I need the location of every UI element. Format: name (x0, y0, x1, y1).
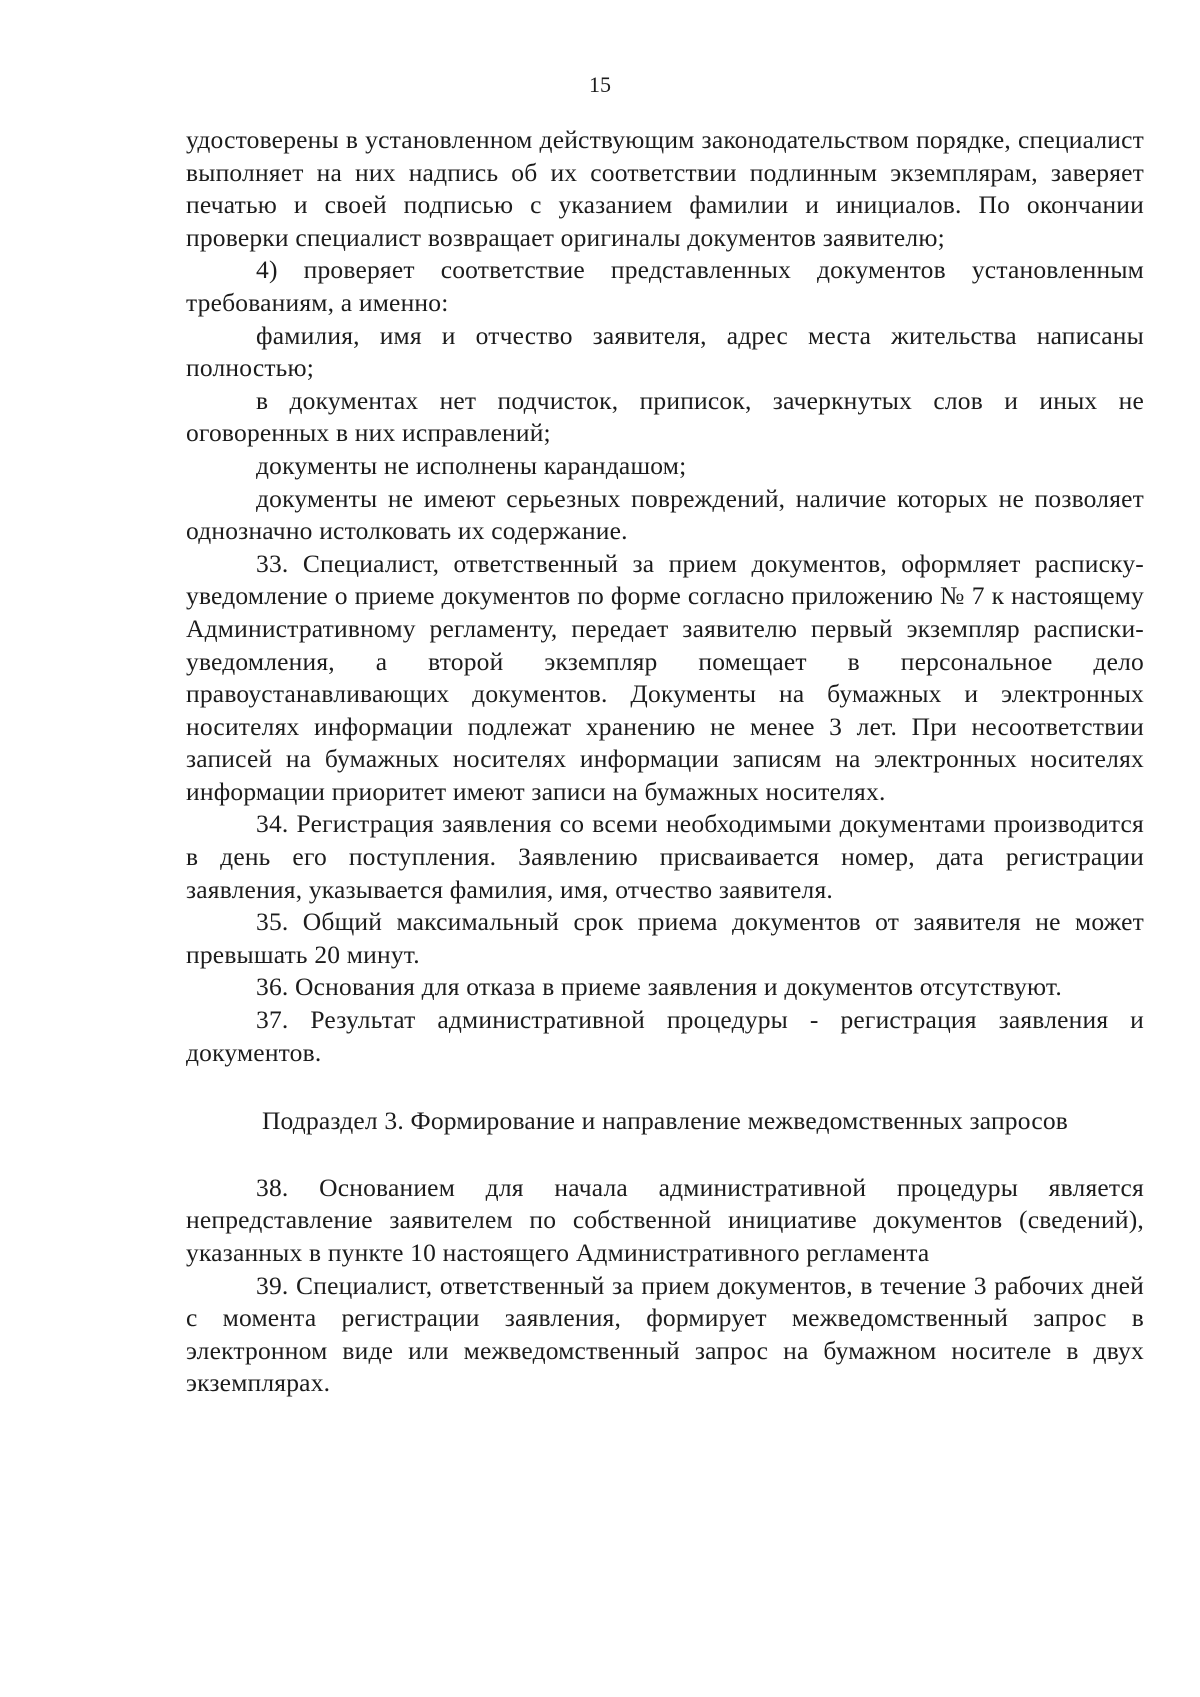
paragraph-requirement-pencil: документы не исполнены карандашом; (256, 450, 687, 480)
paragraph-38: 38. Основанием для начала административной процедуры является непредставление заявителем по собственной инициативе документов (сведений), указанных в пункте 10 настоящего Административного регламента (186, 1172, 1144, 1267)
paragraph-33: 33. Специалист, ответственный за прием документов, оформляет расписку-уведомление о приеме документов по форме согласно приложению № 7 к настоящему Административному регламенту, передает заявителю первый экземпляр расписки-уведомления, а второй экземпляр помещает в персональное дело правоустанавливающих документов. Документы на бумажных и электронных носителях информации подлежат хранению не менее 3 лет. При несоответствии записей на бумажных носителях информации записям на электронных носителях информации приоритет имеют записи на бумажных носителях. (186, 548, 1144, 806)
subsection-heading: Подраздел 3. Формирование и направление межведомственных запросов (261, 1106, 1069, 1136)
paragraph-37: 37. Результат административной процедуры - регистрация заявления и документов. (186, 1005, 1144, 1067)
paragraph-item-4: 4) проверяет соответствие представленных документов установленным требованиям, а именно: (186, 255, 1144, 317)
document-body (186, 124, 1144, 1400)
paragraph-39: 39. Специалист, ответственный за прием документов, в течение 3 рабочих дней с момента регистрации заявления, формирует межведомственный запрос в электронном виде или межведомственный запрос на бумажном носителе в двух экземплярах. (186, 1270, 1144, 1398)
paragraph-requirement-damage: документы не имеют серьезных повреждений, наличие которых не позволяет однозначно истолковать их содержание. (186, 483, 1144, 546)
page-number: 15 (589, 72, 611, 97)
paragraph-requirement-corrections: в документах нет подчисток, приписок, зачеркнутых слов и иных не оговоренных в них исправлений; (186, 385, 1144, 448)
paragraph-36: 36. Основания для отказа в приеме заявления и документов отсутствуют. (256, 972, 1062, 1002)
paragraph-35: 35. Общий максимальный срок приема документов от заявителя не может превышать 20 минут. (186, 907, 1144, 969)
paragraph-34: 34. Регистрация заявления со всеми необходимыми документами производится в день его поступления. Заявлению присваивается номер, дата регистрации заявления, указывается фамилия, имя, отчество заявителя. (186, 809, 1144, 904)
paragraph-requirement-name: фамилия, имя и отчество заявителя, адрес места жительства написаны полностью; (186, 320, 1144, 383)
paragraph-continuation: удостоверены в установленном действующим законодательством порядке, специалист выполняет на них надпись об их соответствии подлинным экземплярам, заверяет печатью и своей подписью с указанием фамилии и инициалов. По окончании проверки специалист возвращает оригиналы документов заявителю; (186, 125, 1144, 252)
